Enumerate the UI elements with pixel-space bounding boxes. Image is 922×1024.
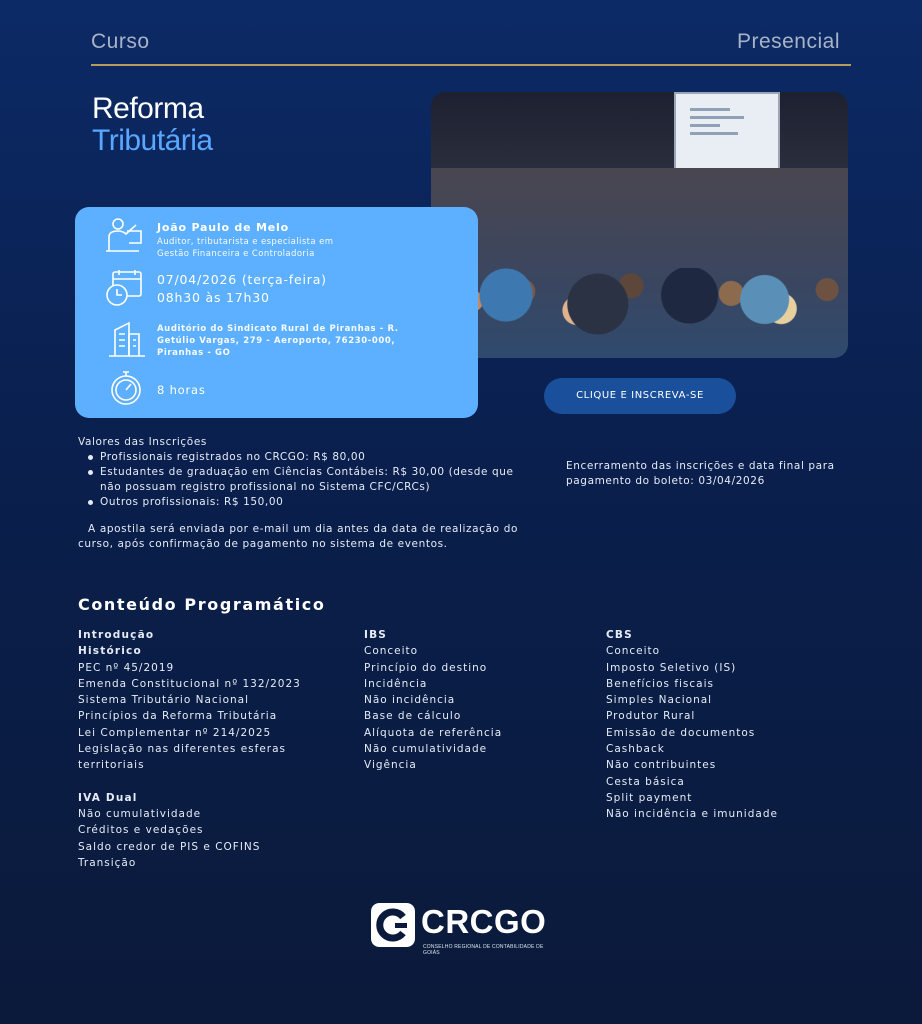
program-item: Emissão de documentos	[606, 726, 756, 739]
program-item: Alíquota de referência	[364, 726, 503, 739]
program-item: Não cumulatividade	[364, 743, 488, 756]
course-date: 07/04/2026 (terça-feira)	[157, 272, 327, 287]
instructor-name: João Paulo de Melo	[157, 221, 289, 234]
program-item: Incidência	[364, 677, 428, 690]
program-column-3	[606, 627, 866, 823]
program-heading: Introdução	[78, 629, 155, 641]
program-item: Conceito	[364, 645, 419, 658]
header-divider	[91, 64, 851, 66]
program-item: Não cumulatividade	[78, 807, 202, 820]
program-item: Princípios da Reforma Tributária	[78, 710, 278, 723]
program-heading: Histórico	[78, 645, 142, 658]
program-item: Não incidência e imunidade	[606, 808, 778, 821]
program-item: Benefícios fiscais	[606, 677, 714, 690]
course-type-label: Curso	[91, 30, 150, 53]
program-item: Lei Complementar nº 214/2025	[78, 726, 272, 739]
audience-photo	[431, 92, 848, 358]
program-item: Imposto Seletivo (IS)	[606, 661, 737, 674]
program-item: Vigência	[364, 759, 417, 772]
program-item: Cesta básica	[606, 775, 685, 788]
info-card	[75, 207, 478, 418]
program-item: Não contribuintes	[606, 759, 717, 772]
program-item: Cashback	[606, 743, 665, 756]
price-item: Estudantes de graduação em Ciências Contábeis: R$ 30,00 (desde que não possuam registro profissional no Sistema CFC/CRCs)	[100, 465, 523, 495]
title-line-1: Reforma	[92, 92, 204, 125]
title-line-2: Tributária	[92, 124, 213, 157]
apostila-note: A apostila será enviada por e-mail um dia antes da data de realização do curso, após confirmação de pagamento no sistema de eventos.	[78, 523, 518, 550]
course-duration: 8 horas	[157, 383, 206, 397]
program-title: Conteúdo Programático	[78, 595, 326, 614]
price-item: Profissionais registrados no CRCGO: R$ 80,00	[100, 450, 523, 465]
program-heading: IVA Dual	[78, 791, 138, 804]
program-item: Legislação nas diferentes esferas	[78, 743, 287, 756]
program-item: Simples Nacional	[606, 694, 713, 707]
program-item: Produtor Rural	[606, 710, 696, 723]
program-heading: IBS	[364, 629, 388, 641]
course-time: 08h30 às 17h30	[157, 290, 270, 305]
program-column-1	[78, 627, 348, 871]
instructor-description: Auditor, tributarista e especialista em Gestão Financeira e Controladoria	[157, 237, 334, 259]
program-item: Conceito	[606, 645, 661, 658]
projector-screen	[674, 92, 780, 176]
prices-section	[78, 435, 523, 510]
building-icon	[105, 320, 147, 358]
program-item: Split payment	[606, 791, 693, 804]
stopwatch-icon	[105, 369, 147, 407]
crcgo-logo-text: CRCGO	[421, 903, 547, 940]
price-item: Outros profissionais: R$ 150,00	[100, 495, 523, 510]
program-column-2	[364, 627, 584, 774]
program-item: Base de cálculo	[364, 710, 462, 723]
venue-address: Auditório do Sindicato Rural de Piranhas - R. Getúlio Vargas, 279 - Aeroporto, 76230-000, Piranhas - GO	[157, 324, 399, 358]
program-heading: CBS	[606, 629, 633, 641]
program-item: PEC nº 45/2019	[78, 661, 175, 674]
prices-heading: Valores das Inscrições	[78, 436, 207, 448]
presenter-icon	[103, 217, 145, 255]
program-item: territoriais	[78, 759, 145, 772]
crcgo-logo-icon	[371, 903, 415, 947]
calendar-clock-icon	[105, 269, 147, 307]
program-item: Saldo credor de PIS e COFINS	[78, 840, 261, 853]
program-item: Não incidência	[364, 694, 456, 707]
crcgo-logo-subtitle: CONSELHO REGIONAL DE CONTABILIDADE DE GOIÁS	[423, 944, 544, 956]
enrollment-deadline: Encerramento das inscrições e data final para pagamento do boleto: 03/04/2026	[566, 460, 835, 487]
program-item: Transição	[78, 856, 137, 869]
program-item: Emenda Constitucional nº 132/2023	[78, 677, 301, 690]
enroll-button[interactable]: CLIQUE E INSCREVA-SE	[544, 378, 736, 414]
course-mode-label: Presencial	[736, 30, 840, 53]
crowd-foreground	[431, 268, 848, 358]
program-item: Sistema Tributário Nacional	[78, 694, 250, 707]
program-item: Créditos e vedações	[78, 824, 204, 837]
prices-list	[78, 450, 523, 510]
program-item: Princípio do destino	[364, 661, 488, 674]
